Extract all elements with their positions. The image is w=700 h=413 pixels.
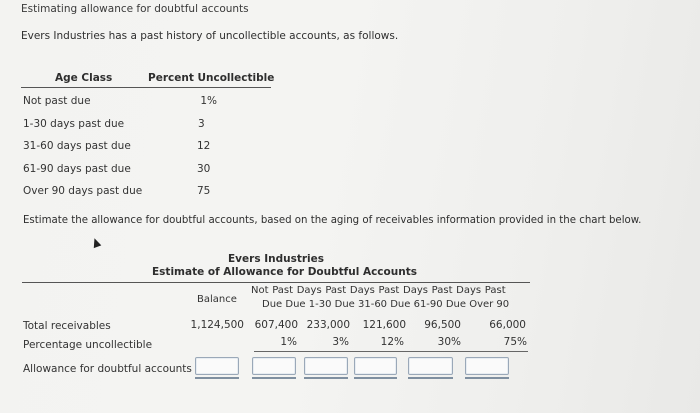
allowance-over-90-input[interactable] [465,357,509,375]
total-not-past-due: 607,400 [254,319,298,331]
age-row-label: Over 90 days past due [23,185,143,197]
total-1-30: 233,000 [306,319,350,331]
input-underline [408,377,453,379]
percent-uncollectible-header: Percent Uncollectible [148,72,275,84]
input-underline [465,377,509,379]
schedule-subtitle: Estimate of Allowance for Doubtful Accounts [152,266,417,278]
allowance-not-past-due-input[interactable] [252,357,296,375]
age-row-label: 31-60 days past due [23,140,131,152]
total-61-90: 96,500 [424,319,461,331]
pct-1-30: 3% [332,336,349,348]
page-title: Estimating allowance for doubtful accounts [21,3,249,15]
percentage-rule [254,351,528,352]
age-row-label: 61-90 days past due [23,163,131,175]
input-underline [354,377,397,379]
percentage-uncollectible-label: Percentage uncollectible [23,339,153,351]
total-receivables-label: Total receivables [23,320,111,332]
age-class-header: Age Class [55,72,113,84]
pct-not-past-due: 1% [280,336,297,348]
total-over-90: 66,000 [489,319,526,331]
age-row-percent: 1% [200,95,217,107]
pct-61-90: 30% [437,336,461,348]
schedule-top-rule [22,282,530,283]
intro-text: Evers Industries has a past history of uncollectible accounts, as follows. [21,30,399,42]
company-name: Evers Industries [228,253,325,265]
allowance-31-60-input[interactable] [354,357,397,375]
age-row-label: 1-30 days past due [23,118,125,130]
input-underline [195,377,239,379]
input-underline [304,377,348,379]
mouse-cursor-icon [91,237,102,248]
age-row-label: Not past due [23,95,91,107]
age-row-percent: 75 [197,185,211,197]
allowance-label: Allowance for doubtful accounts [23,363,192,375]
age-table-header-rule [21,87,271,88]
allowance-61-90-input[interactable] [408,357,453,375]
age-row-percent: 30 [197,163,211,175]
allowance-1-30-input[interactable] [304,357,348,375]
instruction-text: Estimate the allowance for doubtful accounts, based on the aging of receivables information provided in the chart below. [23,215,642,226]
column-headers-line2: Due Due 1-30 Due 31-60 Due 61-90 Due Over 90 [262,299,510,310]
age-row-percent: 12 [197,140,211,152]
allowance-balance-input[interactable] [195,357,239,375]
column-headers-line1: Not Past Days Past Days Past Days Past Days Past [251,285,506,296]
age-row-percent: 3 [198,118,205,130]
total-balance: 1,124,500 [190,319,244,331]
total-31-60: 121,600 [362,319,406,331]
balance-header: Balance [197,294,237,305]
input-underline [252,377,296,379]
pct-31-60: 12% [380,336,404,348]
pct-over-90: 75% [503,336,527,348]
